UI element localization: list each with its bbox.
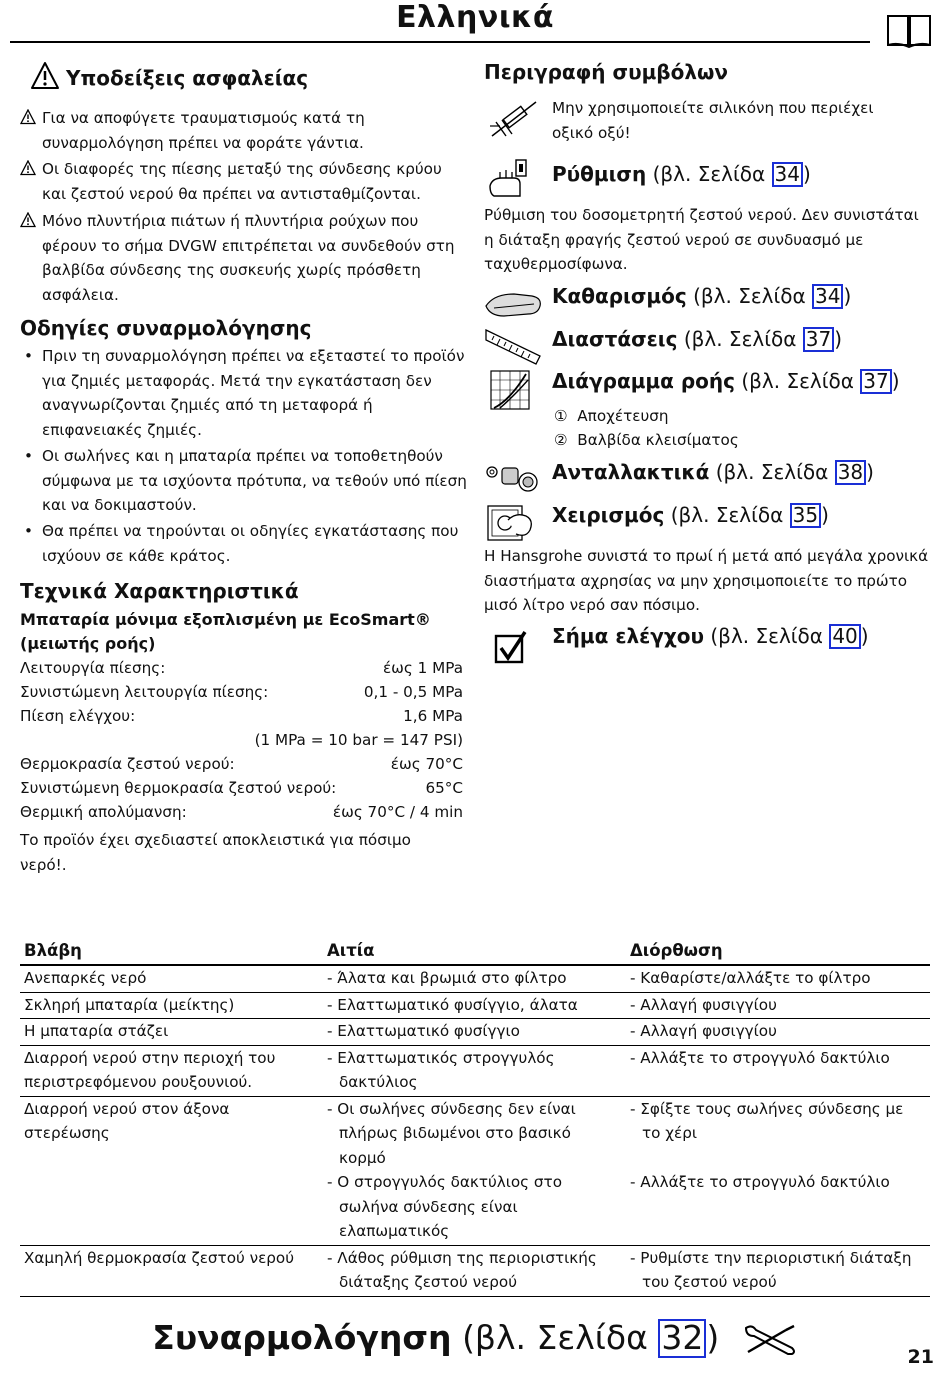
assembly-title: Οδηγίες συναρμολόγησης — [20, 316, 312, 340]
spec-row — [20, 656, 463, 680]
page-link-dimensions[interactable]: 37 — [803, 327, 834, 352]
operation-label: Χειρισμός — [552, 503, 665, 527]
spec-value: 1,6 MPa — [403, 707, 463, 725]
cleaning-icon — [484, 284, 544, 324]
symbols-title: Περιγραφή συμβόλων — [484, 60, 729, 84]
see-page-text: (βλ. Σελίδα — [715, 460, 829, 484]
table-row — [20, 1019, 930, 1046]
fix-item: - Αλλάξτε το στρογγυλό δακτύλιο — [630, 1048, 890, 1067]
fault-cell: Σκληρή μπαταρία (μείκτης) — [20, 992, 323, 1019]
header-rule — [10, 41, 870, 43]
circled-number: ① — [554, 407, 568, 425]
safety-item — [20, 209, 468, 307]
spec-key: Θερμική απολύμανση: — [20, 803, 187, 821]
safety-title: Υποδείξεις ασφαλείας — [66, 66, 309, 90]
footer-heading — [0, 1318, 950, 1358]
fault-cell: Διαρροή νερού στην περιοχή του περιστρεφόμενου ρουξουνιού. — [20, 1045, 323, 1096]
column-header: Διόρθωση — [626, 938, 930, 965]
operation-icon — [486, 498, 536, 542]
cleaning-label: Καθαρισμός — [552, 284, 687, 308]
assembly-item — [24, 519, 468, 568]
safety-item-text: Για να αποφύγετε τραυματισμούς κατά τη συναρμολόγηση πρέπει να φοράτε γάντια. — [42, 109, 365, 152]
bullet: • — [24, 347, 33, 365]
assembly-item-text: Πριν τη συναρμολόγηση πρέπει να εξεταστεί το προϊόν για ζημιές μεταφοράς. Μετά την εγκατάσταση δεν αναγνωρίζονται ζημιές από τη μεταφορά ή επιφανειακές ζημιές. — [42, 347, 465, 439]
safety-item — [20, 106, 468, 155]
spec-row — [20, 680, 463, 704]
close-paren: ) — [834, 327, 843, 351]
assembly-item — [24, 444, 468, 518]
spares-heading — [552, 460, 874, 485]
spec-row — [20, 800, 463, 824]
spec-value: 65°C — [425, 779, 463, 797]
flow-legend-text: Αποχέτευση — [577, 407, 669, 425]
table-row — [20, 1096, 930, 1245]
adjust-heading — [552, 162, 811, 187]
cause-cell — [323, 1096, 626, 1245]
adjust-text: Ρύθμιση του δοσομετρητή ζεστού νερού. Δεν συνιστάται η διάταξη φραγής ζεστού νερού σε συνδυασμό με ταχυθερμοσίφωνα. — [484, 206, 919, 273]
test-heading — [552, 624, 869, 649]
close-paren: ) — [706, 1318, 720, 1357]
fault-cell: Ανεπαρκές νερό — [20, 965, 323, 992]
test-label: Σήμα ελέγχου — [552, 624, 705, 648]
bullet: • — [24, 522, 33, 540]
cause-item: - Οι σωλήνες σύνδεσης δεν είναι πλήρως βιδωμένοι στο βασικό κορμό — [327, 1099, 576, 1167]
fault-table — [20, 938, 930, 1297]
dimensions-label: Διαστάσεις — [552, 327, 678, 351]
cause-item: - Άλατα και βρωμιά στο φίλτρο — [327, 969, 567, 987]
spec-row — [20, 752, 463, 776]
table-row — [20, 965, 930, 992]
see-page-text: (βλ. Σελίδα — [693, 284, 806, 308]
page-link-cleaning[interactable]: 34 — [812, 284, 843, 309]
safety-item — [20, 157, 468, 206]
spec-row — [20, 704, 463, 728]
table-row — [20, 992, 930, 1019]
table-row — [20, 1045, 930, 1096]
fix-cell — [626, 992, 930, 1019]
safety-item-text: Μόνο πλυντήρια πιάτων ή πλυντήρια ρούχων που φέρουν το σήμα DVGW επιτρέπεται να συνδεθούν στη βαλβίδα σύνδεσης της συσκευής χωρίς πρόσθετη ασφάλεια. — [42, 212, 455, 304]
warning-icon — [20, 109, 36, 125]
table-row — [20, 1245, 930, 1296]
fix-cell — [626, 1245, 930, 1296]
assembly-item-text: Οι σωλήνες και η μπαταρία πρέπει να τοποθετηθούν σύμφωνα με τα ισχύοντα πρότυπα, να τεθούν υπό πίεση και να δοκιμαστούν. — [42, 447, 467, 514]
close-paren: ) — [866, 460, 874, 484]
fix-item: - Σφίξτε τους σωλήνες σύνδεσης με το χέρι — [630, 1099, 904, 1142]
cleaning-heading — [552, 284, 851, 309]
spec-key: Συνιστώμενη λειτουργία πίεσης: — [20, 683, 269, 701]
spec-key: Πίεση ελέγχου: — [20, 707, 136, 725]
spec-value: έως 70°C / 4 min — [332, 803, 463, 821]
cause-item: - Λάθος ρύθμιση της περιοριστικής διάταξης ζεστού νερού — [327, 1248, 597, 1291]
wrench-screwdriver-icon — [742, 1322, 798, 1358]
fix-cell — [626, 1019, 930, 1046]
dimensions-heading — [552, 327, 842, 352]
ruler-icon — [484, 326, 542, 366]
cause-item: - Ελαττωματικό φυσίγγιο — [327, 1022, 520, 1040]
silicone-gun-icon — [486, 96, 542, 142]
spec-value: (1 MPa = 10 bar = 147 PSI) — [254, 731, 463, 749]
spec-key: Λειτουργία πίεσης: — [20, 659, 166, 677]
flow-label: Διάγραμμα ροής — [552, 369, 735, 393]
silicone-warning: Μην χρησιμοποιείτε σιλικόνη που περιέχει οξικό οξύ! — [552, 99, 874, 142]
spec-value: 0,1 - 0,5 MPa — [363, 683, 463, 701]
fix-item: - Ρυθμίστε την περιοριστική διάταξη του ζεστού νερού — [630, 1248, 912, 1291]
safety-item-text: Οι διαφορές της πίεσης μεταξύ της σύνδεσης κρύου και ζεστού νερού θα πρέπει να αντισταθμίζονται. — [42, 160, 442, 203]
footer-label: Συναρμολόγηση — [152, 1318, 452, 1357]
bullet: • — [24, 447, 33, 465]
column-header: Αιτία — [323, 938, 626, 965]
fault-cell: Η μπαταρία στάζει — [20, 1019, 323, 1046]
fix-cell — [626, 1045, 930, 1096]
fix-item: - Αλλαγή φυσιγγίου — [630, 995, 777, 1014]
see-page-text: (βλ. Σελίδα — [670, 503, 784, 527]
assembly-item-text: Θα πρέπει να τηρούνται οι οδηγίες εγκατάστασης που ισχύουν σε κάθε κράτος. — [42, 522, 459, 565]
tech-subtitle-line: (μειωτής ροής) — [20, 634, 156, 653]
fix-cell — [626, 965, 930, 992]
cause-item: - Ελαττωματικό φυσίγγιο, άλατα — [327, 995, 578, 1014]
adjust-label: Ρύθμιση — [552, 162, 647, 186]
checkbox-icon — [494, 630, 528, 664]
page-link-test[interactable]: 40 — [829, 624, 860, 649]
cause-cell — [323, 1245, 626, 1296]
cause-item: - Ελαττωματικός στρογγυλός δακτύλιος — [327, 1048, 555, 1091]
tech-subtitle — [20, 608, 431, 656]
warning-icon — [20, 212, 36, 228]
tech-note: Το προϊόν έχει σχεδιαστεί αποκλειστικά για πόσιμο νερό!. — [20, 831, 411, 874]
flow-legend-item — [554, 404, 668, 429]
cause-cell — [323, 992, 626, 1019]
warning-icon — [20, 160, 36, 176]
fix-item: - Καθαρίστε/αλλάξτε το φίλτρο — [630, 969, 871, 987]
tech-title: Τεχνικά Χαρακτηριστικά — [20, 579, 299, 603]
fix-item: - Αλλαγή φυσιγγίου — [630, 1022, 777, 1040]
page-link-flow[interactable]: 37 — [860, 369, 891, 394]
see-page-text: (βλ. Σελίδα — [462, 1318, 648, 1357]
column-header: Βλάβη — [20, 938, 323, 965]
spares-label: Ανταλλακτικά — [552, 460, 710, 484]
book-icon — [886, 12, 932, 48]
flow-legend-item — [554, 428, 739, 453]
spec-key: Συνιστώμενη θερμοκρασία ζεστού νερού: — [20, 779, 337, 797]
see-page-text: (βλ. Σελίδα — [710, 624, 823, 648]
flow-heading — [552, 369, 900, 394]
spare-parts-icon — [484, 460, 542, 496]
table-header-row — [20, 938, 930, 965]
spec-value: έως 1 MPa — [382, 659, 463, 677]
operation-heading — [552, 503, 829, 528]
fault-cell: Χαμηλή θερμοκρασία ζεστού νερού — [20, 1245, 323, 1296]
fault-cell: Διαρροή νερού στον άξονα στερέωσης — [20, 1096, 323, 1245]
close-paren: ) — [803, 162, 811, 186]
close-paren: ) — [843, 284, 852, 308]
close-paren: ) — [821, 503, 829, 527]
warning-icon — [30, 61, 60, 91]
cause-cell — [323, 1019, 626, 1046]
cause-cell — [323, 965, 626, 992]
page-title: Ελληνικά — [396, 0, 554, 35]
spec-key: Θερμοκρασία ζεστού νερού: — [20, 755, 235, 773]
close-paren: ) — [860, 624, 869, 648]
page-number: 21 — [907, 1346, 934, 1368]
page-link-spares[interactable]: 38 — [835, 460, 866, 485]
adjust-icon — [486, 156, 538, 202]
see-page-text: (βλ. Σελίδα — [683, 327, 797, 351]
page-link-operation[interactable]: 35 — [790, 503, 821, 528]
operation-text: Η Hansgrohe συνιστά το πρωί ή μετά από μεγάλα χρονικά διαστήματα αχρησίας να μην χρησιμοποιείτε το πρώτο μισό λίτρο νερό σαν πόσιμο. — [484, 547, 929, 614]
fix-item: - Αλλάξτε το στρογγυλό δακτύλιο — [630, 1172, 890, 1191]
flow-chart-icon — [490, 370, 530, 410]
see-page-text: (βλ. Σελίδα — [741, 369, 854, 393]
fix-cell — [626, 1096, 930, 1245]
circled-number: ② — [554, 431, 568, 449]
close-paren: ) — [891, 369, 900, 393]
see-page-text: (βλ. Σελίδα — [652, 162, 766, 186]
page-link-assembly[interactable]: 32 — [658, 1319, 706, 1358]
cause-item: - Ο στρογγυλός δακτύλιος στο σωλήνα σύνδεσης είναι ελαπωματικός — [327, 1173, 562, 1240]
page-link-adjust[interactable]: 34 — [772, 162, 803, 187]
cause-cell — [323, 1045, 626, 1096]
flow-legend-text: Βαλβίδα κλεισίματος — [577, 431, 739, 449]
spec-row — [20, 728, 463, 752]
spec-value: έως 70°C — [390, 755, 463, 773]
spec-row — [20, 776, 463, 800]
tech-subtitle-line: Μπαταρία μόνιμα εξοπλισμένη με EcoSmart® — [20, 610, 431, 629]
assembly-item — [24, 344, 468, 442]
